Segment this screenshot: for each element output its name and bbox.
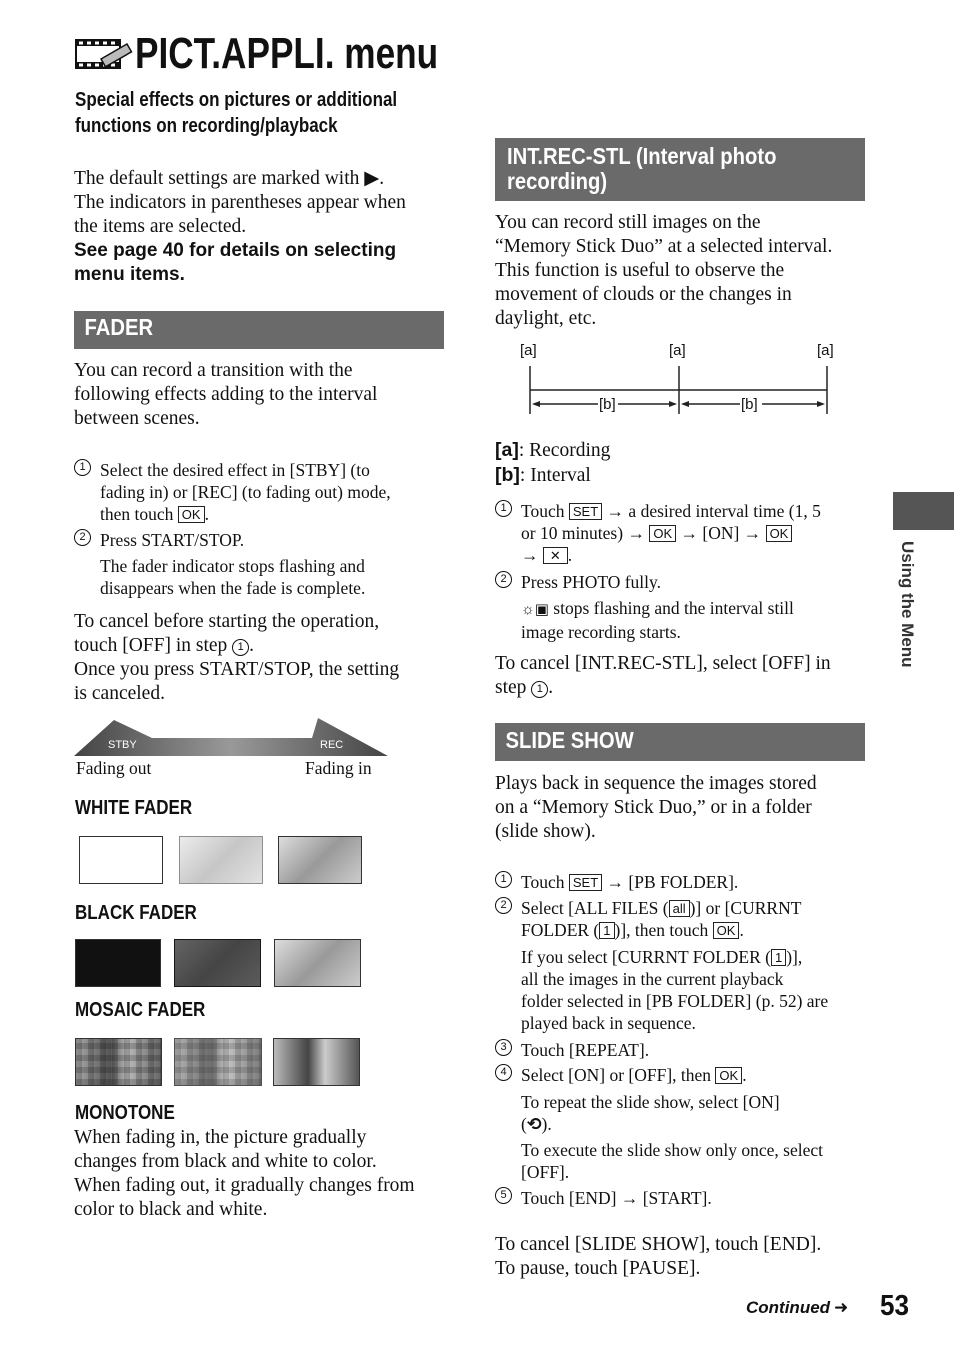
interval-indicator-icon: ☼▣ xyxy=(521,602,549,618)
set-key: SET xyxy=(569,503,602,520)
slideshow-step-3: 3 Touch [REPEAT]. xyxy=(495,1039,865,1063)
mosaic-fader-frame-1 xyxy=(75,1038,162,1086)
fading-out-label: Fading out xyxy=(76,758,152,778)
repeat-icon: ⟲ xyxy=(526,1115,542,1135)
mosaic-fader-heading: MOSAIC FADER xyxy=(75,999,206,1021)
fader-step-1: 1 Select the desired effect in [STBY] (to fading in) or [REC] (to fading out) mode, then touch OK . xyxy=(74,459,444,529)
fader-cancel: To cancel before starting the operation, touch [OFF] in step 1 . Once you press START/STOP, the setting is canceled. xyxy=(74,611,400,704)
ok-key: OK xyxy=(713,922,740,939)
slideshow-step-1: 1 Touch SET → [PB FOLDER]. xyxy=(495,871,865,895)
side-tab-label: Using the Menu xyxy=(898,541,917,668)
fade-diagram xyxy=(74,716,388,758)
white-fader-heading: WHITE FADER xyxy=(75,797,193,819)
arrow-right-icon: ➜ xyxy=(834,1298,849,1317)
label-a-2: [a] xyxy=(669,342,686,359)
label-a-1: [a] xyxy=(520,342,537,359)
fader-description: You can record a transition with the following effects adding to the interval between scenes. xyxy=(74,360,378,429)
intro-text: The default settings are marked with ▶. The indicators in parentheses appear when the items are selected. See page 40 for details on selecting menu items. xyxy=(74,168,406,285)
slideshow-step-4: 4 Select [ON] or [OFF], then OK . To repeat the slide show, select [ON] (⟲). To execute the slide show only once, select [OFF]. xyxy=(495,1064,865,1188)
set-key: SET xyxy=(569,874,602,891)
close-key: ✕ xyxy=(543,547,568,564)
intrec-description: You can record still images on the “Memory Stick Duo” at a selected interval. This function is useful to observe the movement of clouds or the changes in daylight, etc. xyxy=(495,212,833,329)
label-b-1: [b] xyxy=(599,396,616,413)
label-a-3: [a] xyxy=(817,342,834,359)
stby-label: STBY xyxy=(108,739,137,751)
white-fader-frame-2 xyxy=(179,836,263,884)
white-fader-frame-1 xyxy=(79,836,163,884)
black-fader-frame-1 xyxy=(75,939,161,987)
ok-key: OK xyxy=(766,525,793,542)
black-fader-frame-2 xyxy=(174,939,261,987)
folder-icon: 1 xyxy=(771,949,786,966)
mosaic-fader-frame-2 xyxy=(174,1038,262,1086)
monotone-description: When fading in, the picture gradually changes from black and white to color. When fading out, it gradually changes from color to black and white. xyxy=(74,1127,415,1220)
ok-key: OK xyxy=(649,525,676,542)
fader-step-2: 2 Press START/STOP. The fader indicator stops flashing and disappears when the fade is complete. xyxy=(74,529,444,599)
intrec-step-1: 1 Touch SET → a desired interval time (1, 5 or 10 minutes) → OK → [ON] → OK → ✕ . xyxy=(495,500,865,570)
side-tab xyxy=(893,492,954,530)
ok-key: OK xyxy=(715,1067,742,1084)
black-fader-frame-3 xyxy=(274,939,361,987)
intrec-cancel: To cancel [INT.REC-STL], select [OFF] in step 1 . xyxy=(495,653,831,698)
mosaic-fader-frame-3 xyxy=(273,1038,360,1086)
slideshow-description: Plays back in sequence the images stored on a “Memory Stick Duo,” or in a folder (slide show). xyxy=(495,773,817,842)
slideshow-step-2: 2 Select [ALL FILES ( all )] or [CURRNT FOLDER ( 1 )], then touch OK . If you select [CURRNT FOLDER ( 1 )], all the images in the current playback folder selected in [PB FOLDER] (p. 52) are played back in sequence. xyxy=(495,897,865,1037)
interval-legend: [a]: Recording [b]: Interval xyxy=(495,439,611,486)
intrec-step-2: 2 Press PHOTO fully. ☼▣ stops flashing and the interval still image recording starts. xyxy=(495,571,865,641)
slideshow-heading: SLIDE SHOW xyxy=(495,723,865,761)
page-subtitle: Special effects on pictures or additional functions on recording/playback xyxy=(75,89,398,137)
black-fader-heading: BLACK FADER xyxy=(75,902,197,924)
label-b-2: [b] xyxy=(741,396,758,413)
continued-label: Continued ➜ xyxy=(746,1298,849,1317)
slideshow-step-5: 5 Touch [END] → [START]. xyxy=(495,1187,865,1211)
all-files-icon: all xyxy=(669,900,690,917)
slideshow-cancel: To cancel [SLIDE SHOW], touch [END]. To pause, touch [PAUSE]. xyxy=(495,1234,822,1279)
folder-icon: 1 xyxy=(599,922,614,939)
fader-heading: FADER xyxy=(74,311,444,349)
menu-icon xyxy=(75,37,133,71)
white-fader-frame-3 xyxy=(278,836,362,884)
page-number: 53 xyxy=(880,1290,910,1322)
page-title: PICT.APPLI. menu xyxy=(135,29,439,78)
ok-key: OK xyxy=(178,506,205,523)
monotone-heading: MONOTONE xyxy=(75,1102,175,1124)
intrec-heading: INT.REC-STL (Interval photo recording) xyxy=(495,138,865,201)
rec-label: REC xyxy=(320,739,344,751)
fading-in-label: Fading in xyxy=(305,758,372,778)
